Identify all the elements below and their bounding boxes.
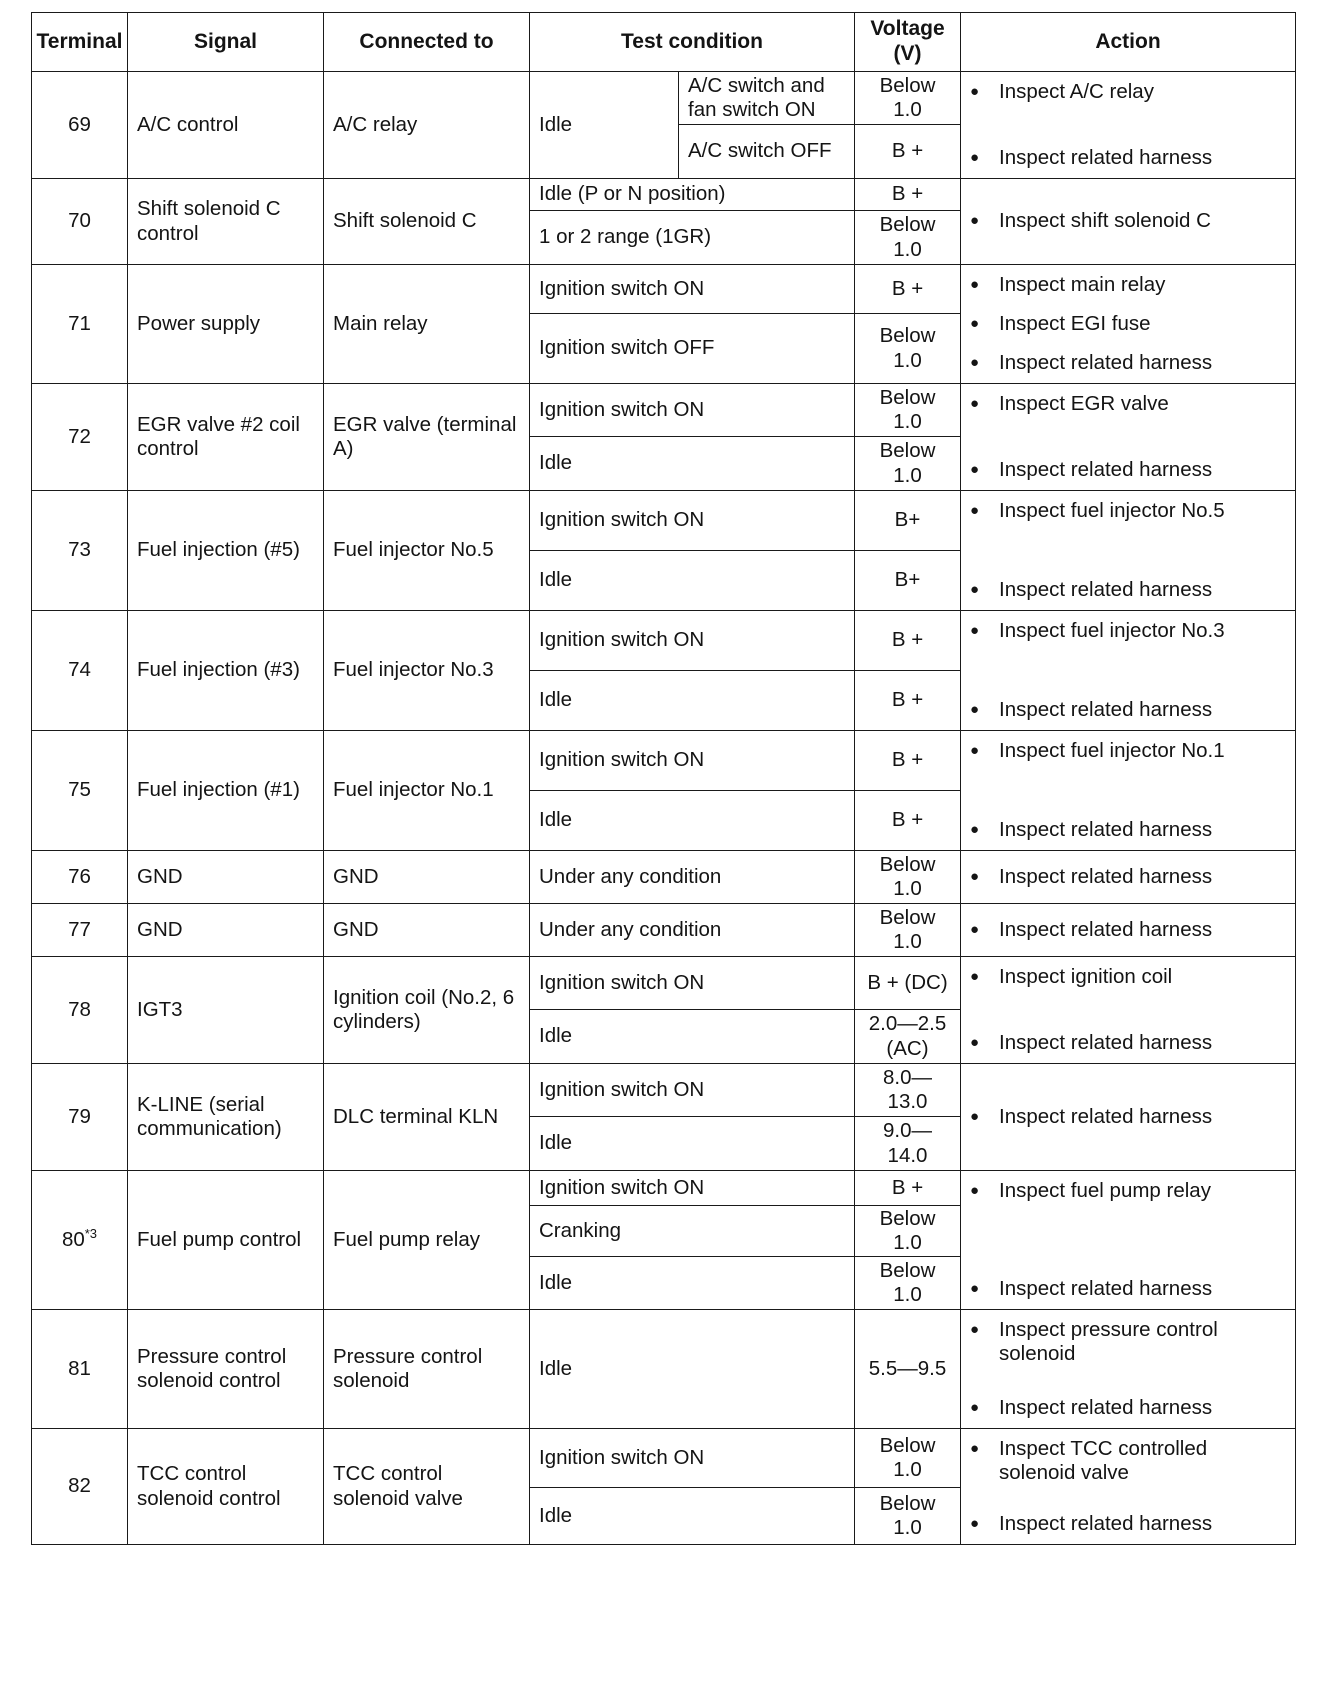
- terminal-cell: [32, 491, 128, 611]
- table-row: [32, 1310, 1296, 1429]
- action-list: [970, 859, 1286, 896]
- terminal-footnote: *3: [84, 1226, 98, 1242]
- action-item: [970, 458, 1286, 482]
- test-condition-cell: Idle: [530, 1117, 855, 1171]
- voltage-cell: B + (DC): [855, 957, 961, 1010]
- test-condition-cell: Idle: [530, 1257, 855, 1310]
- action-text: Inspect pressure control solenoid: [999, 1317, 1218, 1365]
- action-list: [970, 80, 1286, 171]
- action-item: [970, 1318, 1286, 1366]
- table-row: [32, 72, 1296, 125]
- bullet-icon: ●: [970, 314, 980, 332]
- action-cell: [961, 265, 1296, 384]
- connected-to-cell: Ignition coil (No.2, 6 cylinders): [324, 957, 530, 1064]
- bullet-icon: ●: [970, 354, 980, 372]
- test-condition-cell: A/C switch and fan switch ON: [679, 72, 855, 125]
- terminal-number: 70: [68, 209, 91, 233]
- voltage-cell: B +: [855, 125, 961, 179]
- terminal-cell: [32, 1429, 128, 1545]
- action-list: [970, 392, 1286, 483]
- action-text: Inspect ignition coil: [999, 964, 1173, 988]
- connected-to-cell: Main relay: [324, 265, 530, 384]
- action-cell: [961, 611, 1296, 731]
- terminal-cell: [32, 1064, 128, 1171]
- test-condition-cell: Ignition switch OFF: [530, 314, 855, 384]
- action-cell: [961, 957, 1296, 1064]
- test-condition-cell: Idle: [530, 551, 855, 611]
- action-item: [970, 1179, 1286, 1203]
- bullet-icon: ●: [970, 82, 980, 100]
- bullet-icon: ●: [970, 461, 980, 479]
- signal-cell: EGR valve #2 coil control: [128, 384, 324, 491]
- action-cell: [961, 384, 1296, 491]
- bullet-icon: ●: [970, 701, 980, 719]
- action-text: Inspect fuel injector No.1: [999, 738, 1225, 762]
- header-signal: Signal: [128, 13, 324, 72]
- bullet-icon: ●: [970, 867, 980, 885]
- action-item: [970, 209, 1286, 233]
- action-list: [970, 1072, 1286, 1163]
- header-action: Action: [961, 13, 1296, 72]
- voltage-cell: Below 1.0: [855, 72, 961, 125]
- test-condition-cell: Ignition switch ON: [530, 731, 855, 791]
- voltage-cell: Below 1.0: [855, 904, 961, 957]
- voltage-cell: 2.0—2.5 (AC): [855, 1010, 961, 1064]
- table-row: [32, 265, 1296, 314]
- header-terminal: Terminal: [32, 13, 128, 72]
- test-condition-cell: Cranking: [530, 1206, 855, 1257]
- voltage-cell: 9.0— 14.0: [855, 1117, 961, 1171]
- action-list: [970, 619, 1286, 723]
- terminal-number: 81: [68, 1356, 91, 1380]
- terminal-cell: [32, 611, 128, 731]
- voltage-cell: Below 1.0: [855, 314, 961, 384]
- action-cell: [961, 1310, 1296, 1429]
- action-item: [970, 619, 1286, 643]
- action-item: [970, 351, 1286, 375]
- signal-cell: Fuel injection (#3): [128, 611, 324, 731]
- voltage-cell: B +: [855, 791, 961, 851]
- test-condition-cell: Idle: [530, 437, 855, 491]
- test-condition-cell: Ignition switch ON: [530, 265, 855, 314]
- test-condition-cell: Under any condition: [530, 904, 855, 957]
- terminal-cell: [32, 179, 128, 265]
- signal-cell: Shift solenoid C control: [128, 179, 324, 265]
- action-cell: [961, 491, 1296, 611]
- table-row: [32, 611, 1296, 671]
- voltage-cell: B +: [855, 1171, 961, 1206]
- bullet-icon: ●: [970, 394, 980, 412]
- bullet-icon: ●: [970, 1280, 980, 1298]
- action-item: [970, 1396, 1286, 1420]
- action-list: [970, 1318, 1286, 1421]
- bullet-icon: ●: [970, 1515, 980, 1533]
- action-text: Inspect related harness: [999, 818, 1213, 842]
- action-list: [970, 499, 1286, 603]
- signal-cell: TCC control solenoid control: [128, 1429, 324, 1545]
- action-list: [970, 1437, 1286, 1537]
- bullet-icon: ●: [970, 741, 980, 759]
- action-text: Inspect related harness: [999, 1277, 1213, 1301]
- header-voltage-label: Voltage: [870, 17, 945, 41]
- terminal-number: 72: [68, 424, 91, 448]
- action-cell: [961, 1429, 1296, 1545]
- terminal-number: 82: [68, 1474, 91, 1498]
- test-condition-cell: Idle: [530, 1010, 855, 1064]
- terminal-number: 73: [68, 538, 91, 562]
- action-text: Inspect fuel injector No.3: [999, 618, 1225, 642]
- terminal-number: 69: [68, 112, 91, 136]
- connected-to-cell: DLC terminal KLN: [324, 1064, 530, 1171]
- table-row: [32, 1171, 1296, 1206]
- table-body: [32, 72, 1296, 1545]
- action-item: [970, 818, 1286, 842]
- action-text: Inspect TCC controlled solenoid valve: [999, 1436, 1208, 1484]
- action-item: [970, 273, 1286, 297]
- action-item: [970, 865, 1286, 889]
- terminal-cell: [32, 72, 128, 179]
- voltage-cell: Below 1.0: [855, 1206, 961, 1257]
- voltage-cell: B +: [855, 265, 961, 314]
- bullet-icon: ●: [970, 1107, 980, 1125]
- voltage-cell: Below 1.0: [855, 1257, 961, 1310]
- action-text: Inspect shift solenoid C: [999, 209, 1211, 233]
- connected-to-cell: Fuel injector No.1: [324, 731, 530, 851]
- test-group-cell: Idle: [530, 72, 679, 179]
- test-condition-cell: Ignition switch ON: [530, 611, 855, 671]
- voltage-cell: B +: [855, 731, 961, 791]
- signal-cell: Pressure control solenoid control: [128, 1310, 324, 1429]
- header-connected-to: Connected to: [324, 13, 530, 72]
- action-text: Inspect related harness: [999, 351, 1213, 375]
- bullet-icon: ●: [970, 1399, 980, 1417]
- action-text: Inspect related harness: [999, 1396, 1213, 1420]
- terminal-voltage-table: [31, 12, 1296, 1545]
- bullet-icon: ●: [970, 920, 980, 938]
- signal-cell: K-LINE (serial communication): [128, 1064, 324, 1171]
- action-item: [970, 1277, 1286, 1301]
- action-text: Inspect related harness: [999, 917, 1213, 941]
- table-row: [32, 851, 1296, 904]
- signal-cell: Power supply: [128, 265, 324, 384]
- test-condition-cell: Idle: [530, 671, 855, 731]
- action-text: Inspect related harness: [999, 698, 1213, 722]
- terminal-number: 80: [61, 1227, 85, 1251]
- action-text: Inspect fuel pump relay: [999, 1178, 1211, 1202]
- bullet-icon: ●: [970, 1320, 980, 1338]
- bullet-icon: ●: [970, 275, 980, 293]
- action-list: [970, 912, 1286, 949]
- voltage-cell: Below 1.0: [855, 851, 961, 904]
- bullet-icon: ●: [970, 1439, 980, 1457]
- action-cell: [961, 1064, 1296, 1171]
- action-text: Inspect related harness: [999, 578, 1213, 602]
- signal-cell: Fuel injection (#1): [128, 731, 324, 851]
- action-item: [970, 578, 1286, 602]
- connected-to-cell: Pressure control solenoid: [324, 1310, 530, 1429]
- terminal-cell: [32, 851, 128, 904]
- action-item: [970, 1031, 1286, 1055]
- voltage-cell: Below 1.0: [855, 437, 961, 491]
- terminal-number: 78: [68, 997, 91, 1021]
- voltage-cell: B +: [855, 179, 961, 211]
- test-condition-cell: Ignition switch ON: [530, 1429, 855, 1488]
- action-item: [970, 1105, 1286, 1129]
- table-row: [32, 1429, 1296, 1488]
- bullet-icon: ●: [970, 621, 980, 639]
- action-text: Inspect EGI fuse: [999, 311, 1151, 335]
- action-cell: [961, 1171, 1296, 1310]
- action-item: [970, 499, 1286, 523]
- table-row: [32, 384, 1296, 437]
- test-condition-cell: Ignition switch ON: [530, 1064, 855, 1117]
- test-condition-cell: Under any condition: [530, 851, 855, 904]
- terminal-cell: [32, 1171, 128, 1310]
- terminal-cell: [32, 384, 128, 491]
- signal-cell: IGT3: [128, 957, 324, 1064]
- action-item: [970, 146, 1286, 170]
- action-item: [970, 1437, 1286, 1485]
- action-list: [970, 1179, 1286, 1302]
- test-condition-cell: Idle (P or N position): [530, 179, 855, 211]
- voltage-cell: B +: [855, 611, 961, 671]
- table-row: [32, 179, 1296, 211]
- action-text: Inspect main relay: [999, 272, 1166, 296]
- terminal-number: 77: [68, 917, 91, 941]
- test-condition-cell: 1 or 2 range (1GR): [530, 211, 855, 265]
- test-condition-cell: Ignition switch ON: [530, 491, 855, 551]
- terminal-number: 75: [68, 778, 91, 802]
- bullet-icon: ●: [970, 149, 980, 167]
- action-text: Inspect EGR valve: [999, 391, 1169, 415]
- signal-cell: GND: [128, 904, 324, 957]
- action-text: Inspect related harness: [999, 1031, 1213, 1055]
- bullet-icon: ●: [970, 1181, 980, 1199]
- action-item: [970, 965, 1286, 989]
- action-item: [970, 739, 1286, 763]
- test-condition-cell: Idle: [530, 1310, 855, 1429]
- action-text: Inspect related harness: [999, 1104, 1213, 1128]
- test-condition-cell: A/C switch OFF: [679, 125, 855, 179]
- table-row: [32, 1064, 1296, 1117]
- bullet-icon: ●: [970, 967, 980, 985]
- test-condition-cell: Ignition switch ON: [530, 384, 855, 437]
- terminal-cell: [32, 957, 128, 1064]
- voltage-cell: B+: [855, 551, 961, 611]
- connected-to-cell: Fuel pump relay: [324, 1171, 530, 1310]
- terminal-cell: [32, 1310, 128, 1429]
- action-item: [970, 698, 1286, 722]
- action-list: [970, 273, 1286, 376]
- table-row: [32, 731, 1296, 791]
- voltage-cell: Below 1.0: [855, 1429, 961, 1488]
- connected-to-cell: TCC control solenoid valve: [324, 1429, 530, 1545]
- bullet-icon: ●: [970, 1034, 980, 1052]
- action-cell: [961, 179, 1296, 265]
- action-text: Inspect related harness: [999, 146, 1213, 170]
- connected-to-cell: EGR valve (terminal A): [324, 384, 530, 491]
- action-cell: [961, 731, 1296, 851]
- voltage-cell: B+: [855, 491, 961, 551]
- bullet-icon: ●: [970, 581, 980, 599]
- signal-cell: A/C control: [128, 72, 324, 179]
- action-text: Inspect related harness: [999, 458, 1213, 482]
- connected-to-cell: A/C relay: [324, 72, 530, 179]
- test-condition-cell: Idle: [530, 791, 855, 851]
- table-row: [32, 491, 1296, 551]
- action-item: [970, 918, 1286, 942]
- bullet-icon: ●: [970, 501, 980, 519]
- terminal-cell: [32, 265, 128, 384]
- action-cell: [961, 904, 1296, 957]
- action-item: [970, 80, 1286, 104]
- terminal-cell: [32, 904, 128, 957]
- connected-to-cell: Shift solenoid C: [324, 179, 530, 265]
- voltage-cell: Below 1.0: [855, 211, 961, 265]
- action-text: Inspect A/C relay: [999, 79, 1154, 103]
- connected-to-cell: Fuel injector No.3: [324, 611, 530, 731]
- test-condition-cell: Ignition switch ON: [530, 1171, 855, 1206]
- voltage-cell: B +: [855, 671, 961, 731]
- voltage-cell: 8.0— 13.0: [855, 1064, 961, 1117]
- action-item: [970, 1512, 1286, 1536]
- header-row: [32, 13, 1296, 72]
- action-list: [970, 739, 1286, 843]
- bullet-icon: ●: [970, 212, 980, 230]
- action-list: [970, 187, 1286, 257]
- action-list: [970, 965, 1286, 1056]
- voltage-cell: Below 1.0: [855, 1488, 961, 1545]
- voltage-cell: 5.5—9.5: [855, 1310, 961, 1429]
- table-row: [32, 957, 1296, 1010]
- terminal-number: 79: [68, 1104, 91, 1128]
- connected-to-cell: Fuel injector No.5: [324, 491, 530, 611]
- terminal-number: 76: [68, 864, 91, 888]
- header-voltage: [855, 13, 961, 72]
- header-voltage-unit: (V): [893, 42, 922, 65]
- test-condition-cell: Ignition switch ON: [530, 957, 855, 1010]
- terminal-number: 71: [68, 311, 91, 335]
- signal-cell: Fuel injection (#5): [128, 491, 324, 611]
- connected-to-cell: GND: [324, 851, 530, 904]
- action-item: [970, 312, 1286, 336]
- action-text: Inspect related harness: [999, 1512, 1213, 1536]
- test-condition-cell: Idle: [530, 1488, 855, 1545]
- action-text: Inspect fuel injector No.5: [999, 498, 1225, 522]
- voltage-cell: Below 1.0: [855, 384, 961, 437]
- signal-cell: GND: [128, 851, 324, 904]
- header-test-condition: Test condition: [530, 13, 855, 72]
- action-item: [970, 392, 1286, 416]
- connected-to-cell: GND: [324, 904, 530, 957]
- table-row: [32, 904, 1296, 957]
- terminal-number: 74: [68, 658, 91, 682]
- bullet-icon: ●: [970, 821, 980, 839]
- action-cell: [961, 851, 1296, 904]
- signal-cell: Fuel pump control: [128, 1171, 324, 1310]
- terminal-cell: [32, 731, 128, 851]
- action-text: Inspect related harness: [999, 864, 1213, 888]
- action-cell: [961, 72, 1296, 179]
